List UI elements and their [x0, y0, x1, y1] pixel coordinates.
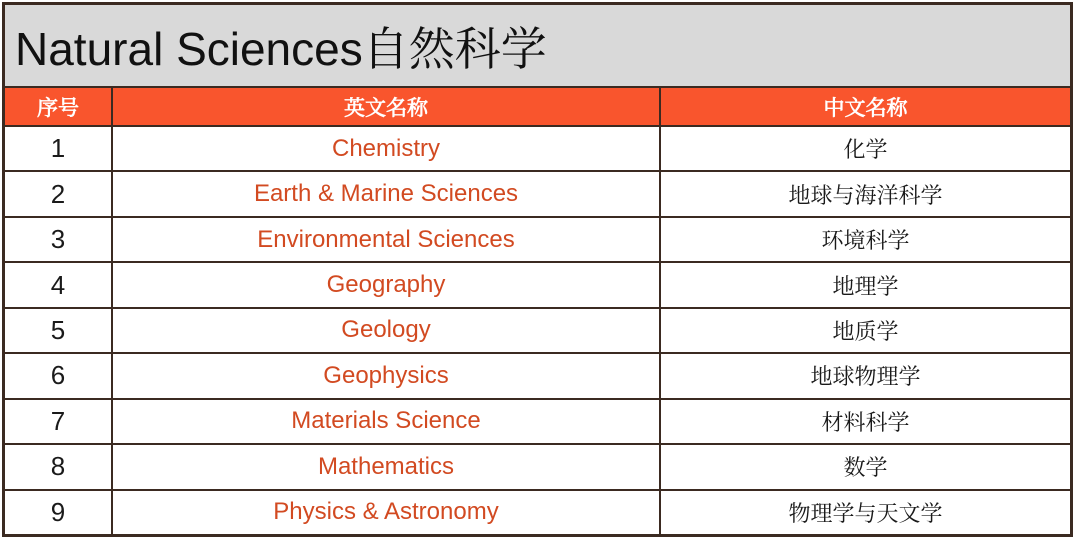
- table-row: [5, 125, 1070, 170]
- table-row: [5, 170, 1070, 215]
- row-number: 1: [50, 133, 66, 164]
- chinese-name: 地球与海洋科学: [659, 172, 1070, 215]
- chinese-name: 地质学: [659, 309, 1070, 352]
- row-number: 7: [50, 405, 66, 436]
- table-row: [5, 261, 1070, 306]
- row-number: 3: [50, 224, 66, 255]
- english-name: Geography: [111, 263, 659, 306]
- column-header-english: 英文名称: [111, 88, 659, 125]
- table-row: [5, 307, 1070, 352]
- row-number: 5: [50, 314, 66, 345]
- table-row: [5, 489, 1070, 534]
- chinese-name: 环境科学: [659, 218, 1070, 261]
- page-title-text: Natural Sciences自然科学: [15, 22, 547, 75]
- english-name: Mathematics: [111, 445, 659, 488]
- english-name: Physics & Astronomy: [111, 491, 659, 534]
- english-name: Geology: [111, 309, 659, 352]
- chinese-name: 地理学: [659, 263, 1070, 306]
- column-header-number: 序号: [37, 96, 79, 120]
- row-number: 9: [50, 496, 66, 527]
- english-name: Chemistry: [111, 127, 659, 170]
- english-name: Materials Science: [111, 400, 659, 443]
- page-title: [5, 5, 1070, 86]
- chinese-name: 材料科学: [659, 400, 1070, 443]
- english-name: Earth & Marine Sciences: [111, 172, 659, 215]
- table-row: [5, 398, 1070, 443]
- row-number: 4: [50, 269, 66, 300]
- subject-table: [2, 2, 1073, 537]
- table-row: [5, 216, 1070, 261]
- english-name: Environmental Sciences: [111, 218, 659, 261]
- english-name: Geophysics: [111, 354, 659, 397]
- row-number: 8: [50, 451, 66, 482]
- table-row: [5, 352, 1070, 397]
- chinese-name: 地球物理学: [659, 354, 1070, 397]
- chinese-name: 数学: [659, 445, 1070, 488]
- row-number: 6: [50, 360, 66, 391]
- chinese-name: 化学: [659, 127, 1070, 170]
- chinese-name: 物理学与天文学: [659, 491, 1070, 534]
- column-header-chinese: 中文名称: [659, 88, 1070, 125]
- table-header-row: [5, 86, 1070, 125]
- table-row: [5, 443, 1070, 488]
- row-number: 2: [50, 178, 66, 209]
